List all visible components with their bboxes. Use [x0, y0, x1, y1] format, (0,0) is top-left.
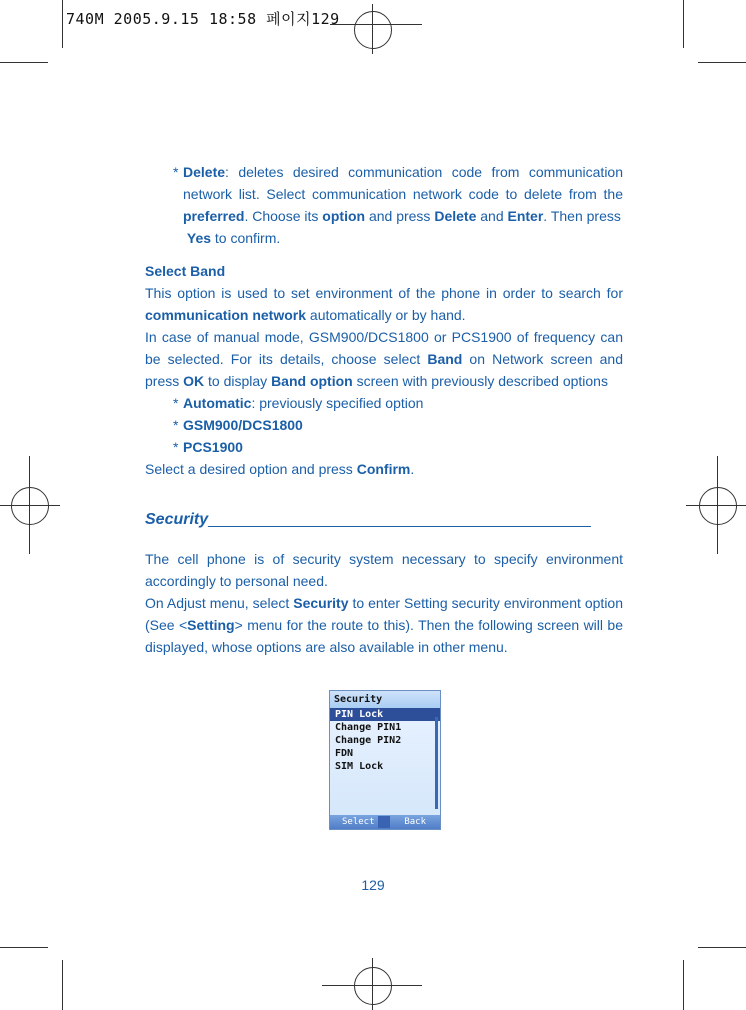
- text: . Then press: [543, 208, 621, 224]
- bullet-star: *: [173, 395, 179, 411]
- security-title: Security: [145, 511, 209, 528]
- security-paragraph: [145, 592, 623, 658]
- security-heading: [145, 509, 623, 531]
- text: > menu for the route to this). Then the following screen will be displayed, whose options are also available in other menu.: [145, 617, 623, 655]
- delete-term: Delete: [183, 164, 226, 180]
- text: Select a desired option and press: [145, 461, 357, 477]
- delete-bullet: [145, 161, 623, 249]
- crop-mark: [683, 0, 684, 48]
- option-label: Automatic: [183, 395, 252, 411]
- security-term: Security: [293, 595, 349, 611]
- text: screen with previously described options: [352, 373, 608, 389]
- band-option-term: Band option: [271, 373, 353, 389]
- softkey-bar: [330, 815, 440, 829]
- text: and press: [365, 208, 435, 224]
- crop-mark: [683, 960, 684, 1010]
- text: on Network screen and press: [145, 351, 623, 389]
- security-paragraph: The cell phone is of security system necessary to specify environment accordingly to personal need.: [145, 551, 623, 589]
- text: .: [410, 461, 415, 477]
- band-term: Band: [427, 351, 463, 367]
- menu-item-change-pin1[interactable]: Change PIN1: [335, 722, 402, 733]
- text: and: [476, 208, 508, 224]
- crop-mark: [62, 960, 63, 1010]
- option-gsm: [145, 414, 623, 436]
- registration-line: [372, 958, 373, 1010]
- menu-item-fdn[interactable]: FDN: [335, 748, 354, 759]
- text: automatically or by hand.: [306, 307, 466, 323]
- select-band-heading: Select Band: [145, 263, 226, 279]
- print-header: 740M 2005.9.15 18:58 페이지129: [66, 10, 340, 28]
- center-key-icon: [378, 816, 390, 828]
- select-band-paragraph: [145, 326, 623, 392]
- preferred-term: preferred: [183, 208, 245, 224]
- option-pcs: [145, 436, 623, 458]
- select-softkey[interactable]: Select: [342, 817, 375, 827]
- heading-rule: ___________________________________________: [208, 511, 591, 528]
- select-band-paragraph: [145, 282, 623, 326]
- text: : deletes desired communication code from communication network list. Select communication network code to delete from the: [183, 164, 623, 202]
- page-content: [145, 161, 623, 658]
- confirm-term: Confirm: [356, 461, 411, 477]
- menu-item-pin-lock[interactable]: PIN Lock: [330, 708, 440, 721]
- spacer: [145, 531, 623, 548]
- ok-term: OK: [183, 373, 205, 389]
- text: to enter Setting security environment option (See <: [145, 595, 624, 633]
- text: to display: [204, 373, 272, 389]
- page-number: 129: [361, 877, 385, 893]
- bullet-star: *: [173, 439, 179, 455]
- crop-mark: [0, 62, 48, 63]
- registration-line: [322, 985, 422, 986]
- text: This option is used to set environment of the phone in order to search for: [145, 285, 623, 301]
- phone-screen: [329, 690, 441, 830]
- registration-line: [686, 505, 746, 506]
- select-band-paragraph: [145, 458, 623, 480]
- option-automatic: [145, 392, 623, 414]
- setting-term: Setting: [187, 617, 235, 633]
- crop-mark: [0, 947, 48, 948]
- phone-screen-title: Security: [330, 691, 440, 708]
- crop-mark: [698, 62, 746, 63]
- menu-item-sim-lock[interactable]: SIM Lock: [335, 761, 384, 772]
- text: . Choose its: [244, 208, 323, 224]
- registration-target: [11, 487, 49, 525]
- registration-target: [354, 11, 392, 49]
- spacer: [145, 480, 623, 509]
- option-label: GSM900/DCS1800: [183, 417, 303, 433]
- spacer: [145, 249, 623, 260]
- delete-term: Delete: [434, 208, 477, 224]
- crop-mark: [698, 947, 746, 948]
- crop-mark: [62, 0, 63, 48]
- back-softkey[interactable]: Back: [404, 817, 426, 827]
- bullet-star: *: [173, 417, 179, 433]
- text: On Adjust menu, select: [145, 595, 294, 611]
- option-description: : previously specified option: [251, 395, 424, 411]
- text: In case of manual mode, GSM900/DCS1800 or PCS1900 of frequency can be selected. For its details, choose select: [145, 329, 623, 367]
- scrollbar[interactable]: [435, 717, 438, 809]
- enter-term: Enter: [507, 208, 544, 224]
- registration-line: [0, 505, 60, 506]
- bullet-star: *: [173, 164, 179, 180]
- menu-item-change-pin2[interactable]: Change PIN2: [335, 735, 402, 746]
- option-term: option: [322, 208, 366, 224]
- registration-line: [372, 4, 373, 54]
- text: to confirm.: [211, 230, 281, 246]
- option-label: PCS1900: [183, 439, 243, 455]
- communication-network-term: communication network: [145, 307, 307, 323]
- registration-target: [699, 487, 737, 525]
- yes-term: Yes: [186, 230, 212, 246]
- registration-target: [354, 967, 392, 1005]
